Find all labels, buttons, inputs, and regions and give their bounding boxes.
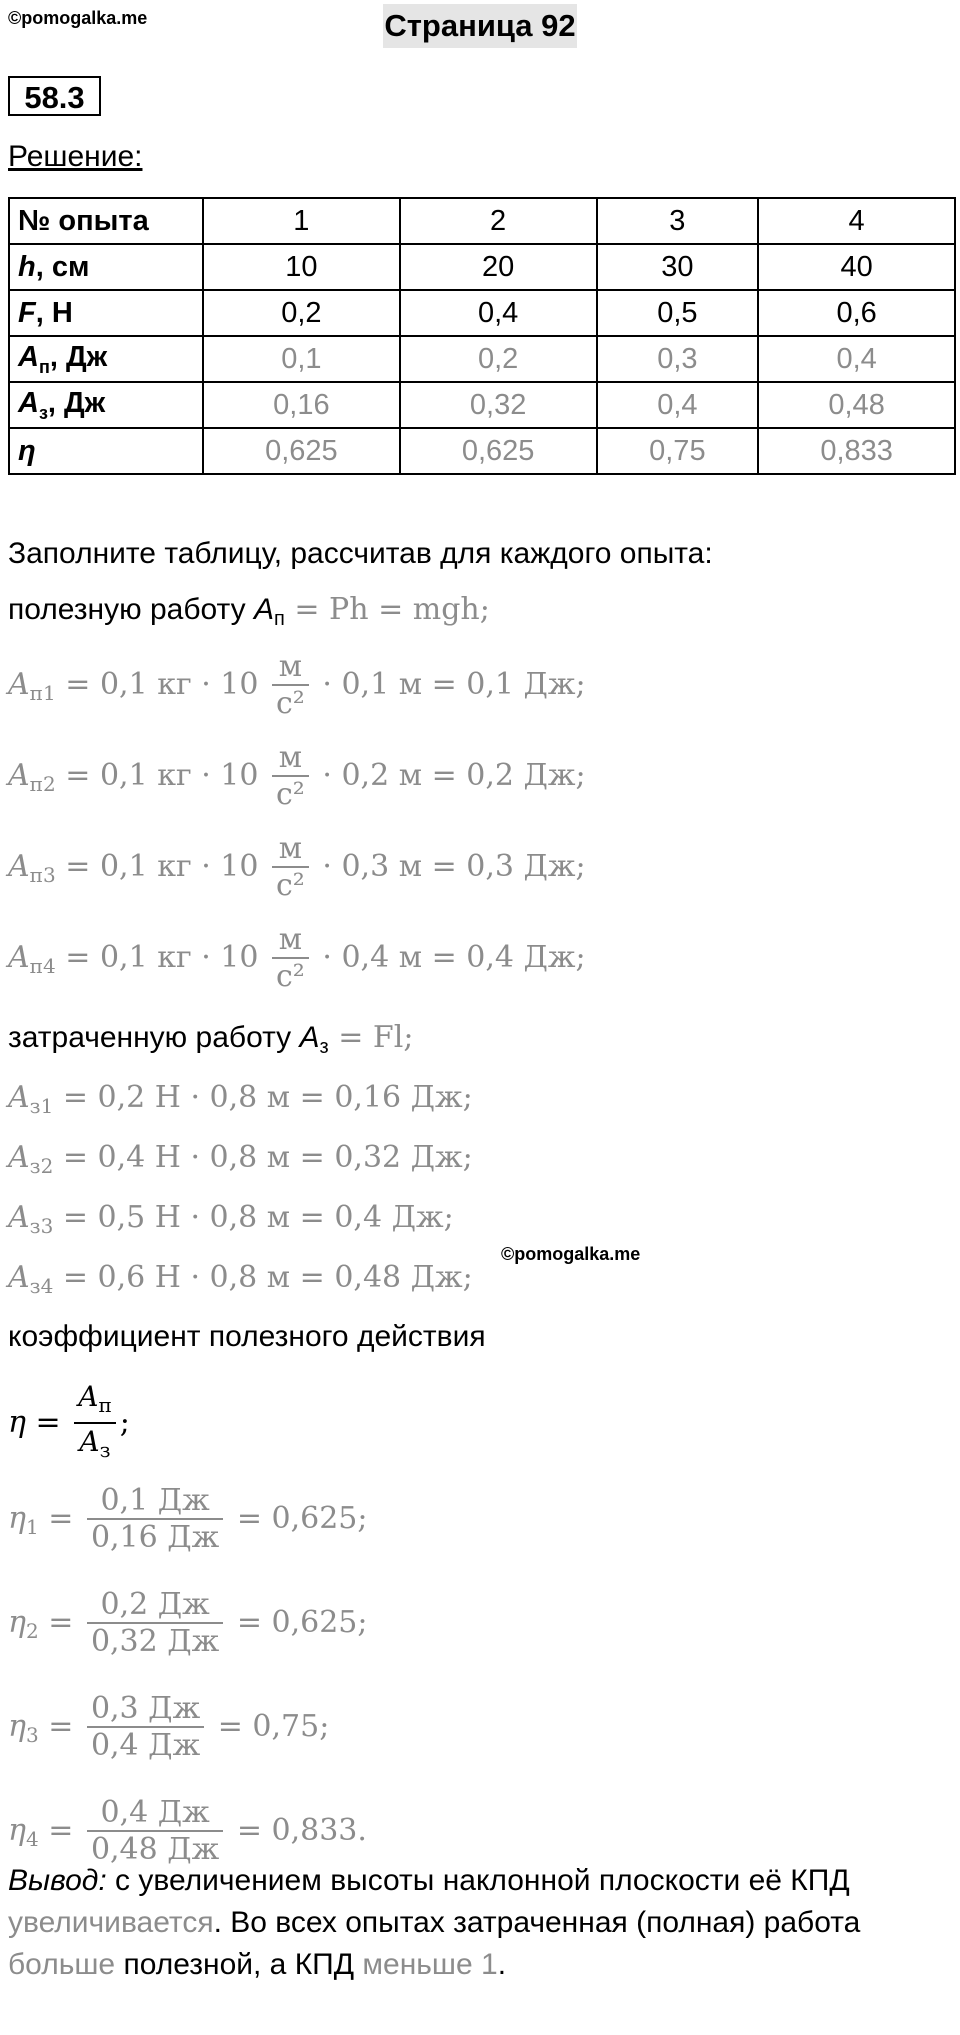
table-header-cell: № опыта	[9, 198, 203, 244]
task-number: 58.3	[8, 76, 101, 116]
spent-calc-2: $A_{з2} = 0,4$ Н · 0,8 м = 0,32 Дж;	[8, 1140, 473, 1178]
useful-calc-4: $A_{п4} = 0,1$ кг · 10 $\frac{м}{\text{с²}}$ · 0,4 м = 0,4 Дж;	[8, 922, 586, 994]
table-cell: 0,3	[597, 336, 759, 382]
conclusion: Вывод: с увеличением высоты наклонной плоскости её КПД увеличивается. Во всех опытах затраченная (полная) работа больше полезной, а КПД меньше 1.	[8, 1864, 861, 1981]
table-cell: 0,1	[203, 336, 400, 382]
table-cell: 0,625	[203, 428, 400, 474]
table-cell: 0,75	[597, 428, 759, 474]
table-cell: 0,5	[597, 290, 759, 336]
table-cell: 0,32	[400, 382, 597, 428]
table-row	[9, 290, 955, 336]
table-cell: 0,4	[758, 336, 955, 382]
table-cell: 0,4	[400, 290, 597, 336]
spent-calc-4: $A_{з4} = 0,6$ Н · 0,8 м = 0,48 Дж;	[8, 1260, 473, 1298]
table-header-row	[9, 198, 955, 244]
watermark-top: ©pomogalka.me	[8, 8, 148, 28]
efficiency-calc-2: $\eta_2$ = $\frac{0,2 Дж}{0,32 Дж}$ = 0,625;	[8, 1587, 368, 1659]
watermark-middle: ©pomogalka.me	[501, 1244, 641, 1264]
solution-label: Решение:	[8, 140, 143, 173]
table-cell: 20	[400, 244, 597, 290]
conclusion-label: Вывод:	[8, 1864, 107, 1897]
table-header-cell: 3	[597, 198, 759, 244]
efficiency-calc-4: $\eta_4$ = $\frac{0,4 Дж}{0,48 Дж}$ = 0,833.	[8, 1795, 367, 1867]
table-row	[9, 244, 955, 290]
useful-calc-1: $A_{п1} = 0,1$ кг · 10 $\frac{м}{\text{с²}}$ · 0,1 м = 0,1 Дж;	[8, 649, 586, 721]
table-cell: 0,48	[758, 382, 955, 428]
table-cell: 0,6	[758, 290, 955, 336]
table-header-cell: 1	[203, 198, 400, 244]
useful-work-label: полезную работу	[8, 593, 246, 626]
table-cell: 0,16	[203, 382, 400, 428]
table-cell: 0,833	[758, 428, 955, 474]
spent-work-line: затраченную работу $A_з = Fl$;	[8, 1020, 414, 1058]
row-label: F, Н	[9, 290, 203, 336]
table-cell: 0,2	[203, 290, 400, 336]
table-cell: 0,625	[400, 428, 597, 474]
table-header-cell: 2	[400, 198, 597, 244]
table-row	[9, 382, 955, 428]
row-label: $A_п$, Дж	[9, 336, 203, 382]
useful-calc-2: $A_{п2} = 0,1$ кг · 10 $\frac{м}{\text{с²}}$ · 0,2 м = 0,2 Дж;	[8, 740, 586, 812]
data-table	[8, 197, 956, 475]
useful-work-line: полезную работу $A_п = Ph$ = mgh;	[8, 592, 490, 630]
table-row	[9, 428, 955, 474]
page-title: Страница 92	[383, 4, 577, 48]
efficiency-calc-3: $\eta_3$ = $\frac{0,3 Дж}{0,4 Дж}$ = 0,75;	[8, 1691, 330, 1763]
spent-calc-1: $A_{з1} = 0,2$ Н · 0,8 м = 0,16 Дж;	[8, 1080, 473, 1118]
table-cell: 10	[203, 244, 400, 290]
spent-formula: = Fl;	[338, 1020, 414, 1055]
useful-formula: = Ph = mgh;	[294, 592, 490, 627]
useful-calc-3: $A_{п3} = 0,1$ кг · 10 $\frac{м}{\text{с²}}$ · 0,3 м = 0,3 Дж;	[8, 831, 586, 903]
row-label: $A_з$, Дж	[9, 382, 203, 428]
table-cell: 0,4	[597, 382, 759, 428]
table-row	[9, 336, 955, 382]
row-label: η	[9, 428, 203, 474]
spent-calc-3: $A_{з3} = 0,5$ Н · 0,8 м = 0,4 Дж;	[8, 1200, 454, 1238]
table-cell: 0,2	[400, 336, 597, 382]
table-cell: 40	[758, 244, 955, 290]
efficiency-formula: η = $\frac{A_п}{A_з}$ ;	[8, 1380, 130, 1462]
efficiency-label: коэффициент полезного действия	[8, 1320, 486, 1353]
table-header-cell: 4	[758, 198, 955, 244]
spent-work-label: затраченную работу	[8, 1021, 292, 1054]
efficiency-calc-1: $\eta_1$ = $\frac{0,1 Дж}{0,16 Дж}$ = 0,625;	[8, 1483, 368, 1555]
table-cell: 30	[597, 244, 759, 290]
row-label: h, см	[9, 244, 203, 290]
intro-text: Заполните таблицу, рассчитав для каждого опыта:	[8, 537, 713, 570]
